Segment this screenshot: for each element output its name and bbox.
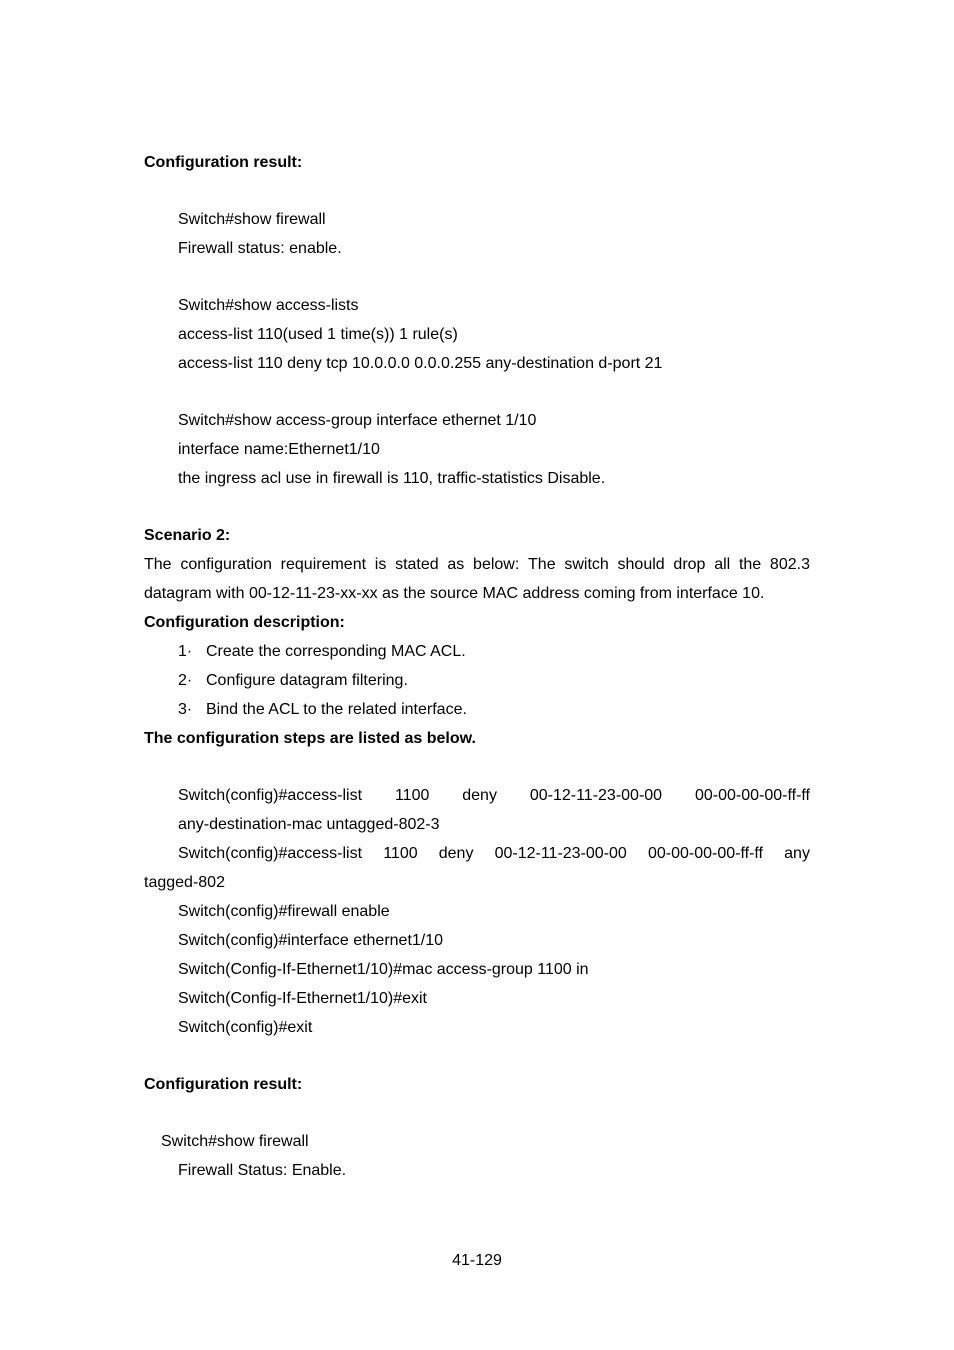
word: is — [374, 556, 387, 573]
word: switch — [564, 556, 609, 573]
word: below: — [473, 556, 520, 573]
command-token: Switch(config)#access-list — [178, 845, 363, 862]
command-token: Switch(config)#access-list — [178, 787, 363, 804]
word: requirement — [280, 556, 367, 573]
command-line — [144, 839, 810, 868]
word: stated — [395, 556, 439, 573]
scenario-heading: Scenario 2: — [144, 527, 231, 544]
page-number: 41-129 — [452, 1252, 502, 1269]
command-line: Switch(config)#interface ethernet1/10 — [178, 932, 444, 949]
output-line: Switch#show access-lists — [178, 297, 359, 314]
output-line: access-list 110(used 1 time(s)) 1 rule(s) — [178, 326, 458, 343]
command-token: 00-12-11-23-00-00 — [494, 845, 627, 862]
command-token: any — [784, 845, 810, 862]
command-line — [144, 781, 810, 810]
output-line: Switch#show firewall — [178, 211, 326, 228]
output-line: interface name:Ethernet1/10 — [178, 441, 380, 458]
command-token: 1100 — [394, 787, 430, 804]
list-item — [144, 666, 810, 695]
word: all — [714, 556, 731, 573]
item-text: Bind the ACL to the related interface. — [206, 701, 467, 718]
command-token: deny — [438, 845, 474, 862]
word: as — [447, 556, 465, 573]
command-token: 1100 — [383, 845, 418, 862]
command-line: Switch(config)#exit — [178, 1019, 313, 1036]
word: should — [617, 556, 665, 573]
word: The — [528, 556, 556, 573]
command-line: tagged-802 — [144, 874, 225, 891]
word: configuration — [180, 556, 272, 573]
word: the — [738, 556, 762, 573]
output-line: Firewall status: enable. — [178, 240, 342, 257]
item-text: Create the corresponding MAC ACL. — [206, 643, 466, 660]
command-token: 00-00-00-00-ff-ff — [647, 845, 763, 862]
output-line: access-list 110 deny tcp 10.0.0.0 0.0.0.255 any-destination d-port 21 — [178, 355, 663, 372]
output-line: the ingress acl use in firewall is 110, traffic-statistics Disable. — [178, 470, 606, 487]
command-line: Switch(Config-If-Ethernet1/10)#exit — [178, 990, 427, 1007]
item-number: 1· — [178, 643, 193, 660]
word: drop — [673, 556, 706, 573]
paragraph-line: datagram with 00-12-11-23-xx-xx as the source MAC address coming from interface 10. — [144, 585, 765, 602]
list-item — [144, 695, 810, 724]
output-line: Switch#show access-group interface ethernet 1/10 — [178, 412, 537, 429]
list-item — [144, 637, 810, 666]
paragraph-line — [144, 550, 810, 579]
steps-heading: The configuration steps are listed as below. — [144, 730, 476, 747]
command-token: 00-00-00-00-ff-ff — [694, 787, 810, 804]
word: 802.3 — [769, 556, 810, 573]
section-heading: Configuration result: — [144, 154, 303, 171]
item-number: 2· — [178, 672, 193, 689]
word: The — [144, 556, 172, 573]
command-token: 00-12-11-23-00-00 — [529, 787, 663, 804]
item-number: 3· — [178, 701, 193, 718]
command-line: Switch(config)#firewall enable — [178, 903, 390, 920]
document-page — [144, 148, 810, 1185]
item-text: Configure datagram filtering. — [206, 672, 408, 689]
description-heading: Configuration description: — [144, 614, 345, 631]
output-line: Switch#show firewall — [161, 1133, 309, 1150]
output-line: Firewall Status: Enable. — [178, 1162, 347, 1179]
command-token: deny — [462, 787, 497, 804]
command-line: any-destination-mac untagged-802-3 — [178, 816, 440, 833]
command-line: Switch(Config-If-Ethernet1/10)#mac access-group 1100 in — [178, 961, 589, 978]
section-heading: Configuration result: — [144, 1076, 303, 1093]
